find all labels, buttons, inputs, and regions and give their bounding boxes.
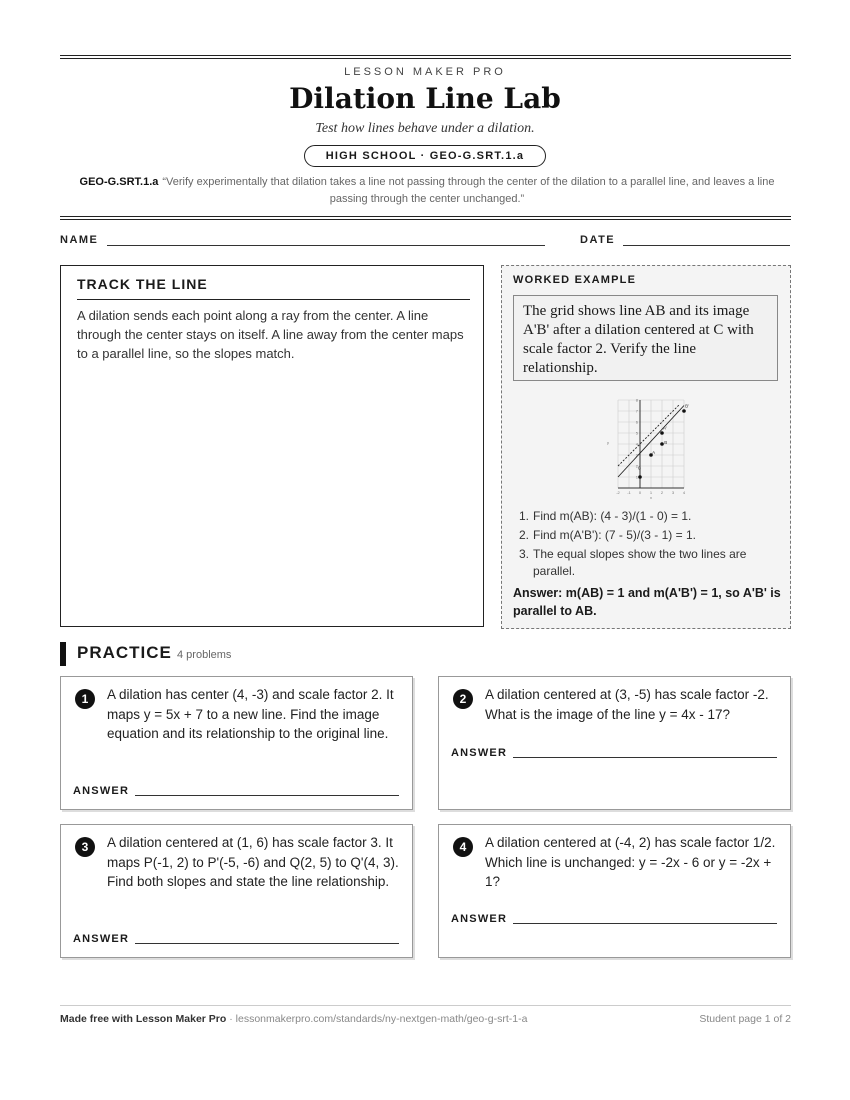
x-tick-label: -1 bbox=[627, 490, 631, 495]
point-label: B' bbox=[685, 403, 689, 409]
step-3 bbox=[519, 546, 781, 580]
footer-url[interactable]: · lessonmakerpro.com/standards/ny-nextgen-math/geo-g-srt-1-a bbox=[226, 1013, 528, 1025]
graph-point bbox=[635, 474, 642, 480]
date-field[interactable] bbox=[623, 245, 790, 246]
problem-question: A dilation centered at (3, -5) has scale factor -2. What is the image of the line y = 4x - 17? bbox=[485, 687, 769, 722]
x-tick-label: 0 bbox=[638, 490, 642, 495]
standard-description bbox=[72, 174, 782, 208]
problem-question: A dilation has center (4, -3) and scale factor 2. It maps y = 5x + 7 to a new line. Find the image equation and its relationship to the original line. bbox=[107, 687, 394, 741]
graph-point bbox=[682, 409, 686, 413]
y-tick-label: 2 bbox=[635, 463, 638, 469]
step-2 bbox=[519, 527, 781, 544]
step-3-text: The equal slopes show the two lines are parallel. bbox=[533, 547, 747, 578]
grade-standard-badge: HIGH SCHOOL · GEO-G.SRT.1.a bbox=[304, 145, 546, 167]
problem-card-3 bbox=[60, 824, 413, 958]
answer-label: ANSWER bbox=[451, 747, 508, 759]
step-2-text: Find m(A'B'): (7 - 5)/(3 - 1) = 1. bbox=[533, 528, 696, 542]
answer-field[interactable] bbox=[513, 923, 777, 924]
problem-card-4 bbox=[438, 824, 791, 958]
answer-label: ANSWER bbox=[451, 913, 508, 925]
answer-label: ANSWER bbox=[73, 785, 130, 797]
worked-answer: Answer: m(AB) = 1 and m(A'B') = 1, so A'B' is parallel to AB. bbox=[513, 586, 781, 618]
answer-field[interactable] bbox=[135, 943, 399, 944]
brand-name: LESSON MAKER PRO bbox=[344, 66, 506, 78]
x-tick-label: 1 bbox=[649, 490, 653, 495]
graph-point bbox=[660, 431, 664, 435]
line-a-prime-b-prime bbox=[618, 404, 680, 466]
practice-accent-bar bbox=[60, 642, 66, 666]
track-body: A dilation sends each point along a ray from the center. A line through the center stays on itself. A line away from the center maps to a parallel line, so the slopes match. bbox=[77, 308, 464, 361]
footer-credit bbox=[60, 1013, 527, 1025]
y-tick-label: 6 bbox=[635, 419, 638, 425]
step-2-number: 2. bbox=[519, 528, 530, 542]
problem-question: A dilation centered at (-4, 2) has scale factor 1/2. Which line is unchanged: y = -2x - 6 or y = -2x + 1? bbox=[485, 835, 776, 889]
answer-field[interactable] bbox=[135, 795, 399, 796]
x-tick-label: 2 bbox=[660, 490, 664, 495]
top-rule bbox=[60, 55, 791, 56]
problem-number-badge: 1 bbox=[75, 689, 95, 709]
problem-number-badge: 4 bbox=[453, 837, 473, 857]
x-tick-label: -2 bbox=[616, 490, 620, 495]
step-1-text: Find m(AB): (4 - 3)/(1 - 0) = 1. bbox=[533, 509, 692, 523]
track-heading: TRACK THE LINE bbox=[77, 276, 208, 292]
standard-code: GEO-G.SRT.1.a bbox=[79, 176, 159, 188]
point-label: A bbox=[652, 449, 656, 455]
worked-example-label: WORKED EXAMPLE bbox=[513, 274, 637, 286]
problem-question: A dilation centered at (1, 6) has scale factor 3. It maps P(-1, 2) to P'(-5, -6) and Q(2, 5) to Q'(4, 3). Find both slopes and state the line relationship. bbox=[107, 835, 399, 889]
y-tick-label: 4 bbox=[635, 441, 638, 447]
y-axis-label: y bbox=[607, 440, 609, 445]
track-the-line-panel bbox=[60, 265, 484, 627]
point-label: B bbox=[664, 440, 668, 445]
name-field[interactable] bbox=[107, 245, 545, 246]
date-label: DATE bbox=[580, 234, 616, 246]
footer-made-with: Made free with Lesson Maker Pro bbox=[60, 1013, 227, 1025]
point-label: A' bbox=[663, 425, 667, 431]
page-title: Dilation Line Lab bbox=[289, 82, 561, 115]
y-tick-label: 3 bbox=[635, 452, 638, 458]
problem-card-1 bbox=[60, 676, 413, 810]
y-tick-label: 1 bbox=[635, 474, 638, 480]
page-subtitle: Test how lines behave under a dilation. bbox=[315, 121, 535, 136]
worked-steps bbox=[519, 508, 781, 582]
x-tick-label: 4 bbox=[682, 490, 686, 495]
problem-card-2 bbox=[438, 676, 791, 810]
step-3-number: 3. bbox=[519, 547, 530, 561]
y-tick-label: 5 bbox=[635, 430, 638, 436]
name-label: NAME bbox=[60, 234, 99, 246]
track-heading-underline bbox=[77, 299, 470, 300]
header-bottom-rule-2 bbox=[60, 219, 791, 220]
problem-number-badge: 3 bbox=[75, 837, 95, 857]
dilation-graph bbox=[602, 394, 702, 502]
answer-label: ANSWER bbox=[73, 933, 130, 945]
practice-count: 4 problems bbox=[177, 649, 232, 661]
problem-number-badge: 2 bbox=[453, 689, 473, 709]
top-rule-2 bbox=[60, 58, 791, 59]
header-bottom-rule bbox=[60, 216, 791, 217]
x-tick-label: 3 bbox=[671, 490, 675, 495]
footer-rule bbox=[60, 1005, 791, 1006]
worked-example-prompt: The grid shows line AB and its image A'B' after a dilation centered at C with scale factor 2. Verify the line relationship. bbox=[513, 295, 778, 381]
practice-title: PRACTICE bbox=[77, 643, 172, 662]
step-1-number: 1. bbox=[519, 509, 530, 523]
worked-example-panel bbox=[501, 265, 791, 629]
step-1 bbox=[519, 508, 781, 525]
answer-field[interactable] bbox=[513, 757, 777, 758]
y-tick-label: 7 bbox=[635, 408, 638, 414]
x-axis-label: x bbox=[650, 495, 652, 500]
point-label: C bbox=[637, 465, 642, 471]
footer-page-number: Student page 1 of 2 bbox=[699, 1013, 791, 1025]
y-tick-label: 8 bbox=[635, 397, 638, 403]
standard-text: “Verify experimentally that dilation takes a line not passing through the center of the dilation to a parallel line, and leaves a line passing through the center unchanged.” bbox=[162, 176, 775, 205]
